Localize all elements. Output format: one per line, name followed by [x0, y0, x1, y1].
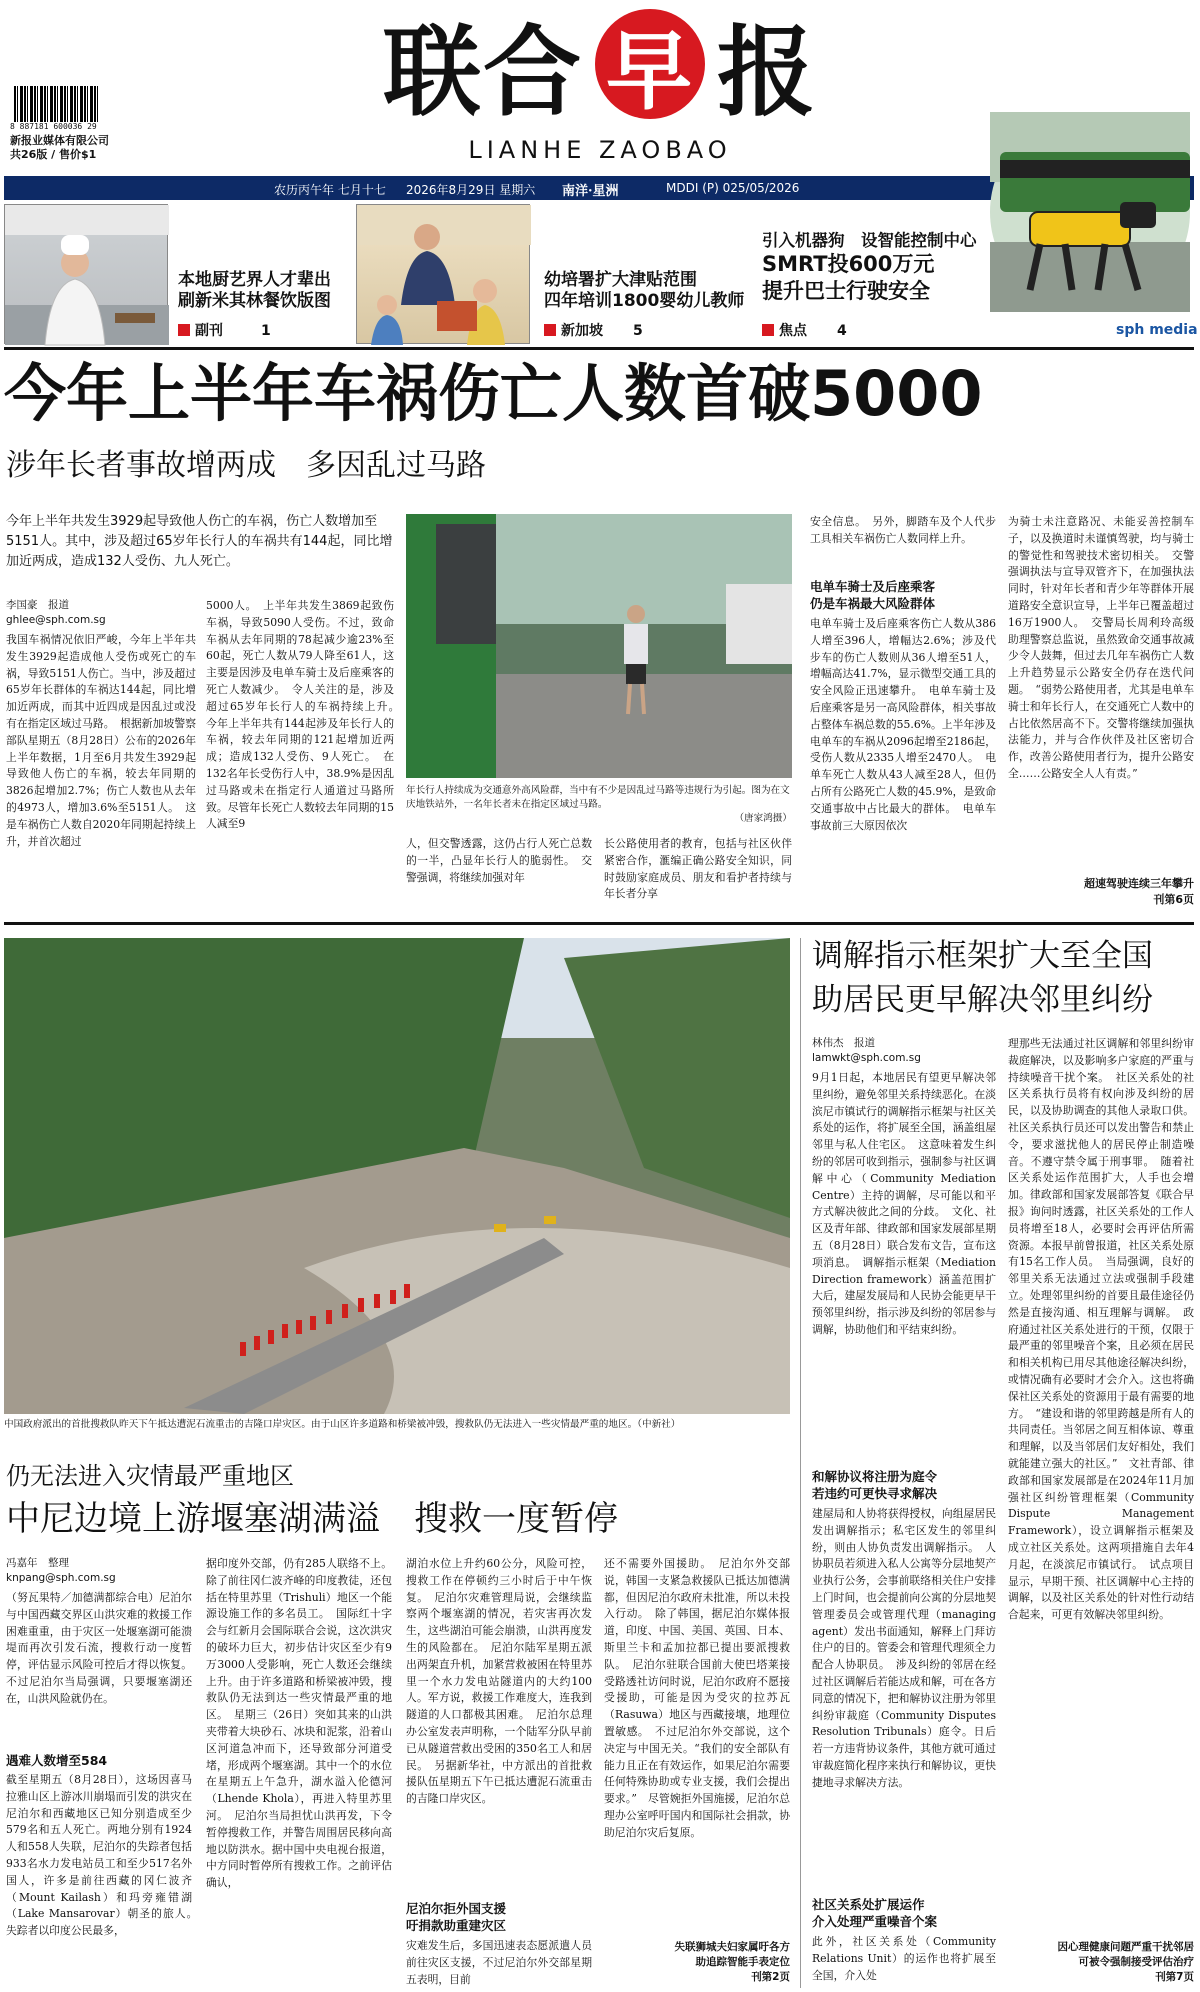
flood-byline-name: 冯嘉年 整理 [6, 1557, 69, 1569]
flood-body-col-3b: 灾难发生后，多国迅速表态愿派遣人员前往灾区支援，不过尼泊尔外交部星期五表明，目前 [406, 1939, 592, 1986]
lead-photo-credit: （唐家鸿摄） [734, 813, 792, 824]
lead-photo-caption-text: 年长行人持续成为交通意外高风险群，当中有不少是因乱过马路等违规行为引起。图为在文庆地铁站外，一名年长者未在指定区域过马路。 [406, 785, 790, 810]
teaser-1-line-2: 刷新米其林餐饮版图 [178, 291, 331, 311]
lead-photo-caption [406, 784, 792, 826]
teaser-photo-preschool[interactable] [356, 204, 530, 344]
chef-illustration [5, 205, 169, 345]
flood-ref-line-1: 失联狮城夫妇家属吁各方 [674, 1941, 790, 1953]
teaser-1-page: 1 [261, 323, 271, 339]
column-divider [800, 938, 801, 1988]
lead-headline[interactable]: 今年上半年车祸伤亡人数首破5000 [4, 357, 983, 430]
masthead-logo [330, 4, 870, 130]
lead-bottom-divider [4, 922, 1194, 925]
teaser-1-marker-icon [178, 324, 190, 336]
teaser-3-line-3: 提升巴士行驶安全 [762, 279, 930, 303]
pedestrian-scene-illustration [406, 514, 792, 778]
neighbour-headline[interactable] [812, 934, 1196, 1022]
masthead-title-part3: 报 [717, 15, 818, 130]
lead-col4-subhead-1: 电单车骑士及后座乘客 [810, 579, 936, 594]
teaser-3-line-1: 引入机器狗 设智能控制中心 [762, 231, 977, 250]
lead-continued-ref[interactable] [1008, 876, 1194, 908]
neighbour-col1-subhead-b [812, 1896, 996, 1930]
neighbour-body-col-1c: 此外，社区关系处（Community Relations Unit）的运作也将扩展至全国，介入处 [812, 1935, 996, 1982]
neighbour-body-col-2: 理那些无法通过社区调解和邻里纠纷审裁庭解决，以及影响多户家庭的严重与持续噪音干扰个案。 社区关系处的社区关系执行员将有权向涉及纠纷的居民，以及协助调查的其他人录取口供。社区关系执行员还可以发出警告和禁止令，要求滋扰他人的居民停止制造噪音。不遵守禁令属于刑事罪。 随着社区关系处运作范围扩大，人手也会增加。律政部和国家发展部答复《联合早报》询问时透露，社区关系处的工作人员将增至18人，必要时会再评估所需资源。本报早前曾报道，社区关系处原有15名工作人员。 当局强调，良好的邻里关系无法通过立法或强制手段建立。处理邻里纠纷的首要且最佳途径仍然是直接沟通、相互理解与调解。 政府通过社区关系处进行的干预，仅限于最严重的邻里噪音个案，且必须在居民和相关机构已用尽其他途径解决纠纷，或情况确有必要时才会介入。这也将确保社区关系处的资源用于最有需要的地方。 “建设和谐的邻里跨越是所有人的共同责任。当邻居之间互相体谅、尊重和理解，以及当邻居们友好相处，我们就能建立强大的社区。” 文社青部、律政部和国家发展部是在2024年11月加强社区纠纷管理框架（Community Dispute Management Framework），设立调解指示框架及成立社区关系处。这两项措施自去年4月起，在淡滨尼市镇试行。 试点项目显示，早期干预、社区调解中心主持的调解，以及社区关系处的针对性行动结合起来，可更有效解决邻里纠纷。 [1008, 1037, 1194, 1622]
lead-byline [6, 598, 196, 628]
neighbour-headline-line-1: 调解指示框架扩大至全国 [812, 938, 1153, 974]
neighbour-headline-line-2: 助居民更早解决邻里纠纷 [812, 982, 1153, 1018]
flood-ref-page: 刊第2页 [751, 1971, 790, 1983]
masthead-title-part2: 早 [595, 9, 705, 119]
preschool-illustration [357, 205, 531, 345]
flood-photo-caption-text: 中国政府派出的首批搜救队昨天下午抵达遭泥石流重击的吉隆口岸灾区。由于山区许多道路和桥梁被冲毁，搜救队仍无法进入一些灾情最严重的地区。 [4, 1419, 638, 1430]
neighbour-subhead-1: 和解协议将注册为庭令 [812, 1469, 938, 1484]
lead-body-col-1: 我国车祸情况依旧严峻，今年上半年共发生3929起造成他人受伤或死亡的车祸，导致5151人伤亡。当中，涉及超过65岁年长群体的车祸达144起，同比增加近两成，而其中近四成是因乱过或没有在指定区域过马路。 根据新加坡警察部队星期五（8月28日）公布的2026年上半年数据，1月至6月共发生3929起导致他人伤亡的车祸，较去年同期的3826起增加2.7%；伤亡人数也从去年的4973人，增加3.6%至5151人。 这是车祸伤亡人数自2020年同期起持续上升，并首次超过 [6, 633, 196, 848]
neighbour-ref-line-2: 可被令强制接受评估治疗 [1078, 1956, 1194, 1968]
masthead-title-part1: 联合 [382, 15, 583, 130]
flood-ref-line-2: 助追踪智能手表定位 [695, 1956, 790, 1968]
flood-continued-ref[interactable] [604, 1940, 790, 1985]
flood-kicker: 仍无法进入灾情最严重地区 [6, 1462, 294, 1490]
barcode-number: 8 887181 600036 29 [10, 122, 97, 131]
issue-date: 2026年8月29日 星期六 [406, 183, 536, 197]
flood-photo-caption [4, 1418, 790, 1432]
flood-photo-credit: （中新社） [637, 1419, 681, 1430]
neighbour-byline-email: lamwkt@sph.com.sg [812, 1052, 921, 1064]
lead-body-col-3a: 人，但交警透露，这仍占行人死亡总数的一半，凸显年长行人的脆弱性。 交警强调，将继续加强对年 [406, 837, 592, 884]
motto: 南洋·星洲 [562, 184, 619, 199]
publisher-info [10, 134, 109, 162]
sph-media-logo: sph media [1116, 322, 1198, 338]
teaser-divider [4, 347, 1194, 350]
teaser-2-line-1: 幼培署扩大津贴范围 [544, 270, 697, 290]
barcode-image [14, 86, 98, 122]
teaser-1-section-label: 副刊 [195, 323, 223, 339]
lead-photo[interactable] [406, 514, 792, 778]
teaser-1-line-1: 本地厨艺界人才辈出 [178, 270, 331, 290]
teaser-section-2[interactable] [544, 320, 694, 340]
neighbour-continued-ref[interactable] [1008, 1940, 1194, 1985]
lead-body-col-4a: 安全信息。 另外，脚踏车及个人代步工具相关车祸伤亡人数同样上升。 [810, 515, 996, 545]
teaser-headline-2[interactable] [544, 270, 754, 312]
flood-byline [6, 1556, 192, 1586]
flood-body-col-2: 据印度外交部，仍有285人联络不上。除了前往冈仁波齐峰的印度教徒，还包括在特里苏里（Trishuli）地区一个能源设施工作的多名员工。 国际红十字会与红新月会国际联合会说，这次洪灾的破坏力巨大，初步估计灾区至少有9万3000人受影响，死亡人数还会继续上升。由于许多道路和桥梁被冲毁，搜救队仍无法到达一些灾情最严重的地区。 星期三（26日）突如其来的山洪夹带着大块砂石、冰块和泥浆，沿着山区河道急冲而下，还导致部分河道受堵，形成两个堰塞湖。其中一个的水位在星期五上午急升，湖水溢入伦德河（Lhende Khola），再进入特里苏里河。 尼泊尔当局担忧山洪再发，下令暂停搜救工作，并警告周围居民移向高地以防洪水。据中国中央电视台报道，中方同时暂停所有搜救工作。之前评估确认， [206, 1557, 392, 1890]
lead-body-col-3b: 长公路使用者的教育，包括与社区伙伴紧密合作，滙编正确公路安全知识，同时鼓励家庭成员、朋友和看护者持续与年长者分享 [604, 837, 792, 901]
neighbour-subhead-2: 若违约可更快寻求解决 [812, 1486, 938, 1501]
flood-col1-subhead: 遇难人数增至584 [6, 1753, 108, 1768]
teaser-section-3[interactable] [762, 320, 912, 340]
flood-body-col-3a: 湖泊水位上升约60公分，风险可控，搜救工作在停顿约三小时后于中午恢复。 尼泊尔灾难管理局说，会继续监察两个堰塞湖的情况，若灾害再次发生，这些湖泊可能会崩溃，山洪再度发生的风险都在。 尼泊尔陆军星期五派出两架直升机，加紧营救被困在特里苏里一个水力发电站隧道内的大约100人。军方说，救援工作难度大，连我到隧道的人口都极其困难。 尼泊尔总理办公室发表声明称，一个陆军分队早前已从隧道营救出受困的350名工人和居民。 另据新华社，中方派出的首批救援队伍星期五下午已抵达遭泥石流重击的吉隆口岸灾区。 [406, 1557, 592, 1806]
lead-lede: 今年上半年共发生3929起导致他人伤亡的车祸，伤亡人数增加至5151人。其中，涉及超过65岁年长行人的车祸共有144起，同比增加近两成，造成132人受伤、九人死亡。 [6, 514, 393, 569]
lead-body-col-4b: 电单车骑士及后座乘客伤亡人数从386人增至396人，增幅达2.6%；涉及代步车的伤亡人数则从36人增至51人，增幅高达41.7%，显示微型交通工具的安全风险正迅速攀升。 电单车骑士及后座乘客是另一高风险群体，相关事故占整体车祸总数的55.6%。上半年涉及电单车的车祸从2096起增至2186起，受伤人数从2335人增至2470人。 电单车死亡人数从43人减至28人，但仍占所有公路死亡人数的45.9%，是致命交通事故中占比最大的群体。 电单车事故前三大原因依次 [810, 617, 996, 832]
neighbour-ref-page: 刊第7页 [1155, 1971, 1194, 1983]
lead-byline-name: 李国豪 报道 [6, 599, 69, 611]
teaser-photo-robot-dog[interactable] [990, 112, 1190, 312]
flood-col3-subhead [406, 1900, 592, 1934]
teaser-3-page: 4 [837, 323, 847, 339]
flood-body-col-1b: 截至星期五（8月28日），这场因喜马拉雅山区上游冰川崩塌而引发的洪灾在尼泊尔和西藏地区已知分别造成至少579名和五人死亡。两地分别有1924人和558人失联，尼泊尔的失踪者包括933名水力发电站员工和至少517名外国人，许多是前往西藏的冈仁波齐（Mount Kailash）和玛旁雍错湖（Lake Mansarovar）朝圣的旅人。 失踪者以印度公民最多， [6, 1773, 203, 1938]
lead-col4-subhead [810, 578, 996, 612]
lead-body-col-2: 5000人。 上半年共发生3869起致伤车祸，导致5090人受伤。不过，致命车祸从去年同期的78起减少逾23%至60起，死亡人数从79人降至61人，这主要是因涉及电单车骑士及后座乘客的死亡人数减少。 令人关注的是，涉及超过65岁年长行人的车祸持续上升。 今年上半年共有144起涉及年长行人的车祸，较去年同期的121起增加近两成；造成132人受伤、9人死亡。 在132名年长受伤行人中，38.9%是因乱过马路或未在指定行人通道过马路所致。尽管年长死亡人数较去年同期的15人减至9 [206, 599, 405, 831]
teaser-3-marker-icon [762, 324, 774, 336]
robot-dog-illustration [990, 112, 1190, 312]
teaser-headline-3[interactable] [762, 230, 992, 305]
publisher-name: 新报业媒体有限公司 [10, 134, 109, 147]
neighbour-byline [812, 1036, 996, 1066]
teaser-2-page: 5 [633, 323, 643, 339]
teaser-2-marker-icon [544, 324, 556, 336]
teaser-3-line-2: SMRT投600万元 [762, 252, 935, 276]
lead-col4-subhead-2: 仍是车祸最大风险群体 [810, 596, 936, 611]
flood-col3-subhead-1: 尼泊尔拒外国支援 [406, 1901, 507, 1916]
teaser-3-section-label: 焦点 [779, 323, 807, 339]
flood-photo[interactable] [4, 938, 790, 1414]
neighbour-byline-name: 林伟杰 报道 [812, 1037, 875, 1049]
lead-body-col-5: 为骑士未注意路况、未能妥善控制车子，以及换道时未谨慎驾驶，均与骑士的警觉性和驾驶技术密切相关。 交警强调执法与宣导双管齐下，在加强执法同时，针对年长者和青少年等群体开展道路安全意识宣导，上半年已覆盖超过16万1900人。 交警局长周利玲高级助理警察总监说，虽然致命交通事故减少令人鼓舞，但过去几年车祸伤亡人数上升趋势显示公路安全仍存在迭代问题。 “弱势公路使用者，尤其是电单车骑士和年长行人，在交通死亡人数中的占比依然居高不下。交警将继续加强执法能力，并与合作伙伴及社区密切合作，改善公路使用者行为，提升公路安全……公路安全人人有责。” [1008, 515, 1194, 780]
teaser-2-line-2: 四年培训1800婴幼儿教师 [544, 291, 745, 311]
teaser-2-section-label: 新加坡 [561, 323, 603, 339]
flood-headline[interactable]: 中尼边境上游堰塞湖满溢 搜救一度暂停 [6, 1499, 618, 1539]
lead-subheadline: 涉年长者事故增两成 多因乱过马路 [6, 448, 486, 483]
masthead-romanized: LIANHE ZAOBAO [468, 136, 732, 164]
flood-body-col-1a: （努瓦果特／加德满都综合电）尼泊尔与中国西藏交界区山洪灾难的救援工作困难重重，由于灾区一处堰塞湖可能溃堤而再次引发石流，搜救行动一度暂停，评估显示风险可控后才得以恢复。不过尼泊尔当局强调，只要堰塞湖还在，山洪风险就仍在。 [6, 1591, 192, 1705]
neighbour-col1-subhead-a [812, 1468, 996, 1502]
flood-col3-subhead-2: 吁捐款助重建灾区 [406, 1918, 507, 1933]
lead-byline-email: ghlee@sph.com.sg [6, 614, 106, 626]
flood-body-col-4: 还不需要外国援助。 尼泊尔外交部说，韩国一支紧急救援队已抵达加德满都，但因尼泊尔政府未批准，所以未投入行动。 除了韩国，据尼泊尔媒体报道，印度、中国、美国、英国、日本、斯里兰卡和孟加拉都已提出要派搜救队。 尼泊尔驻联合国前大使巴塔莱接受路透社访问时说，尼泊尔政府不愿接受援助，可能是因为受灾的拉苏瓦（Rasuwa）地区与西藏接壤，地理位置敏感。 不过尼泊尔外交部说，这个决定与中国无关。“我们的安全部队有能力且正在有效运作，如果尼泊尔需要任何特殊协助或专业支援，我们会提出要求。” 尽管婉拒外国施援，尼泊尔总理办公室呼吁国内和国际社会捐款，协助尼泊尔灾后复原。 [604, 1557, 790, 1839]
teaser-headline-1[interactable] [178, 270, 358, 312]
teaser-section-1[interactable] [178, 320, 328, 340]
pages-price: 共26版 / 售价$1 [10, 148, 97, 161]
neighbour-body-col-1a: 9月1日起，本地居民有望更早解决邻里纠纷，避免邻里关系持续恶化。在淡滨尼市镇试行的调解指示框架与社区关系处的运作，将扩展至全国，涵盖组屋邻里与私人住宅区。 这意味着发生纠纷的邻居可收到指示，强制参与社区调解中心（Community Mediation Centre）主持的调解，尽可能以和平方式解决彼此之间的分歧。 文化、社区及青年部、律政部和国家发展部星期五（8月28日）联合发布文告，宣布这项消息。 调解指示框架（Mediation Direction framework）涵盖范围扩大后，建屋发展局和人民协会能更早干预邻里纠纷，指示涉及纠纷的邻居参与调解，协助他们和平结束纠纷。 [812, 1071, 996, 1336]
lead-ref-page: 刊第6页 [1153, 893, 1194, 906]
flood-river-illustration [4, 938, 790, 1414]
flood-byline-email: knpang@sph.com.sg [6, 1572, 116, 1584]
teaser-photo-chef[interactable] [4, 204, 168, 344]
neighbour-body-col-1b: 建屋局和人协将获得授权，向组屋居民发出调解指示；私宅区发生的邻里纠纷，则由人协负责发出调解指示。 人协职员若须进入私人公寓等分层地契产业执行公务，会事前联络相关住户安排上门时间，也会提前向公寓的分层地契管理委员会或管理代理（managing agent）发出书面通知，解释上门拜访住户的目的。管委会和管理代理须全力配合人协职员。 涉及纠纷的邻居在经过社区调解后若能达成和解，可在各方同意的情况下，把和解协议注册为邻里纠纷审裁庭（Community Disputes Resolution Tribunals）庭令。日后若一方违背协议条件，其他方就可通过审裁庭简化程序来执行和解协议，更快捷地寻求解决方法。 [812, 1507, 996, 1789]
neighbour-subhead-4: 介入处理严重噪音个案 [812, 1914, 938, 1929]
mddi-number: MDDI (P) 025/05/2026 [666, 181, 800, 195]
neighbour-subhead-3: 社区关系处扩展运作 [812, 1897, 925, 1912]
neighbour-ref-line-1: 因心理健康问题严重干扰邻居 [1057, 1941, 1194, 1953]
lead-ref-line: 超速驾驶连续三年攀升 [1084, 877, 1194, 890]
lunar-date: 农历丙午年 七月十七 [274, 183, 386, 197]
